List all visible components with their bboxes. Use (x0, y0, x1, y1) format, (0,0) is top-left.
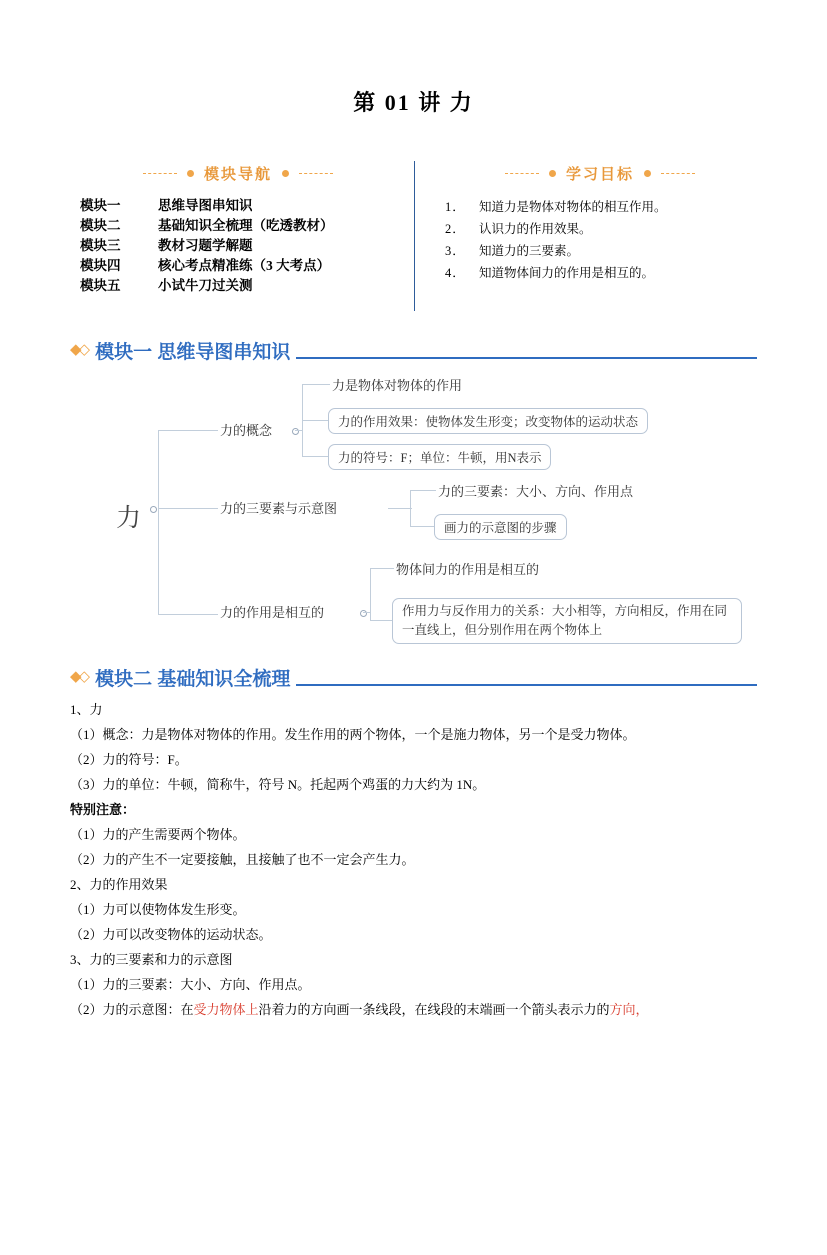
text-part: 沿着力的方向画一条线段，在线段的末端画一个箭头表示力的 (258, 1002, 610, 1017)
list-item (80, 196, 406, 216)
mindmap-leaf: 力的三要素：大小、方向、作用点 (438, 484, 634, 499)
mindmap-link (302, 420, 330, 421)
mindmap-leaf: 作用力与反作用力的关系：大小相等，方向相反，作用在同一直线上，但分别作用在两个物体上 (392, 598, 742, 644)
decor-dot-right (644, 170, 651, 177)
paragraph: （2）力的符号：F。 (70, 752, 188, 767)
mindmap-branch-1: 力的概念 (220, 423, 273, 438)
mindmap-link (158, 508, 218, 509)
diamond-icon: ◆◇ (70, 669, 88, 685)
nav-caption-text: 模块导航 (203, 166, 272, 183)
decor-dot-left (187, 170, 194, 177)
paragraph: 1、力 (70, 702, 103, 717)
text-part: （2）力的示意图：在 (70, 1002, 194, 1017)
module-key: 模块五 (80, 278, 121, 293)
mindmap-link (158, 430, 218, 431)
diamond-icon: ◆◇ (70, 342, 88, 358)
paragraph: （2）力可以改变物体的运动状态。 (70, 927, 272, 942)
mindmap-diagram (70, 370, 757, 660)
module-label: 教材习题学解题 (158, 238, 253, 253)
nav-panel-caption (70, 161, 406, 184)
paragraph: （1）概念：力是物体对物体的作用。发生作用的两个物体，一个是施力物体，另一个是受力物体。 (70, 727, 636, 742)
mindmap-trunk (158, 430, 159, 614)
paragraph: （3）力的单位：牛顿，简称牛，符号 N。托起两个鸡蛋的力大约为 1N。 (70, 777, 486, 792)
mindmap-leaf: 画力的示意图的步骤 (434, 514, 567, 540)
decor-line-right (299, 173, 333, 174)
module-label: 核心考点精准练（3 大考点） (158, 258, 331, 273)
list-item (80, 276, 406, 296)
decor-dot-left (549, 170, 556, 177)
goal-label: 知道物体间力的作用是相互的。 (479, 266, 655, 280)
mindmap-leaf: 力的作用效果：使物体发生形变；改变物体的运动状态 (328, 408, 648, 434)
list-item (80, 236, 406, 256)
decor-line-left (143, 173, 177, 174)
document-page (0, 86, 827, 1255)
text-highlight: 方向， (609, 1002, 649, 1017)
paragraph: （1）力的产生需要两个物体。 (70, 827, 246, 842)
goal-number: 1． (445, 200, 466, 214)
list-item (445, 262, 755, 284)
module-label: 小试牛刀过关测 (158, 278, 253, 293)
module-key: 模块三 (80, 238, 121, 253)
section-rule (296, 684, 757, 686)
module-key: 模块四 (80, 258, 121, 273)
goal-number: 3． (445, 244, 466, 258)
decor-line-left (505, 173, 539, 174)
section-title: 模块二 基础知识全梳理 (95, 669, 291, 690)
page-title: 第 01 讲 力 (353, 90, 474, 115)
module-label: 思维导图串知识 (158, 198, 253, 213)
mindmap-link (295, 430, 303, 431)
paragraph: （1）力可以使物体发生形变。 (70, 902, 246, 917)
goal-number: 2． (445, 222, 466, 236)
text-highlight: 受力物体上 (193, 1002, 259, 1017)
mindmap-link (410, 490, 436, 491)
module-key: 模块二 (80, 218, 121, 233)
section-heading-two (70, 664, 757, 691)
mindmap-root: 力 (116, 505, 142, 532)
mindmap-link (410, 526, 436, 527)
module-key: 模块一 (80, 198, 121, 213)
mindmap-leaf: 物体间力的作用是相互的 (396, 562, 540, 577)
mindmap-branch-3: 力的作用是相互的 (220, 605, 325, 620)
goals-panel (415, 161, 755, 284)
list-item (445, 218, 755, 240)
decor-line-right (661, 173, 695, 174)
section-heading-one (70, 337, 757, 364)
goal-list (445, 196, 755, 284)
goal-label: 认识力的作用效果。 (479, 222, 592, 236)
paragraph: （1）力的三要素：大小、方向、作用点。 (70, 977, 311, 992)
goal-label: 知道力是物体对物体的相互作用。 (479, 200, 667, 214)
list-item (445, 196, 755, 218)
goal-number: 4． (445, 266, 466, 280)
mindmap-link (370, 568, 394, 569)
mindmap-link (302, 456, 330, 457)
paragraph: （2）力的产生不一定要接触，且接触了也不一定会产生力。 (70, 852, 415, 867)
mindmap-leaf: 力是物体对物体的作用 (332, 378, 463, 393)
goals-panel-caption (445, 161, 755, 184)
mindmap-link (370, 620, 394, 621)
mindmap-leaf: 力的符号：F；单位：牛顿，用N表示 (328, 444, 551, 470)
module-list (70, 196, 406, 296)
paragraph-note: 特别注意： (70, 802, 136, 817)
section-title: 模块一 思维导图串知识 (95, 342, 291, 363)
goals-caption-text: 学习目标 (565, 166, 634, 183)
mindmap-link (388, 508, 412, 509)
section-rule (296, 357, 757, 359)
list-item (80, 256, 406, 276)
nav-panel (70, 161, 415, 311)
mindmap-branch-2: 力的三要素与示意图 (220, 501, 338, 516)
mindmap-link (158, 614, 218, 615)
decor-dot-right (282, 170, 289, 177)
mindmap-root-connector (150, 506, 157, 513)
mindmap-link (363, 612, 371, 613)
list-item (80, 216, 406, 236)
goal-label: 知道力的三要素。 (479, 244, 580, 258)
module-label: 基础知识全梳理（吃透教材） (158, 218, 334, 233)
paragraph-mixed (70, 997, 757, 1022)
paragraph: 3、力的三要素和力的示意图 (70, 952, 233, 967)
list-item (445, 240, 755, 262)
header-panels (70, 161, 757, 311)
mindmap-link (302, 384, 330, 385)
section-two-body (70, 697, 757, 1022)
paragraph: 2、力的作用效果 (70, 877, 168, 892)
